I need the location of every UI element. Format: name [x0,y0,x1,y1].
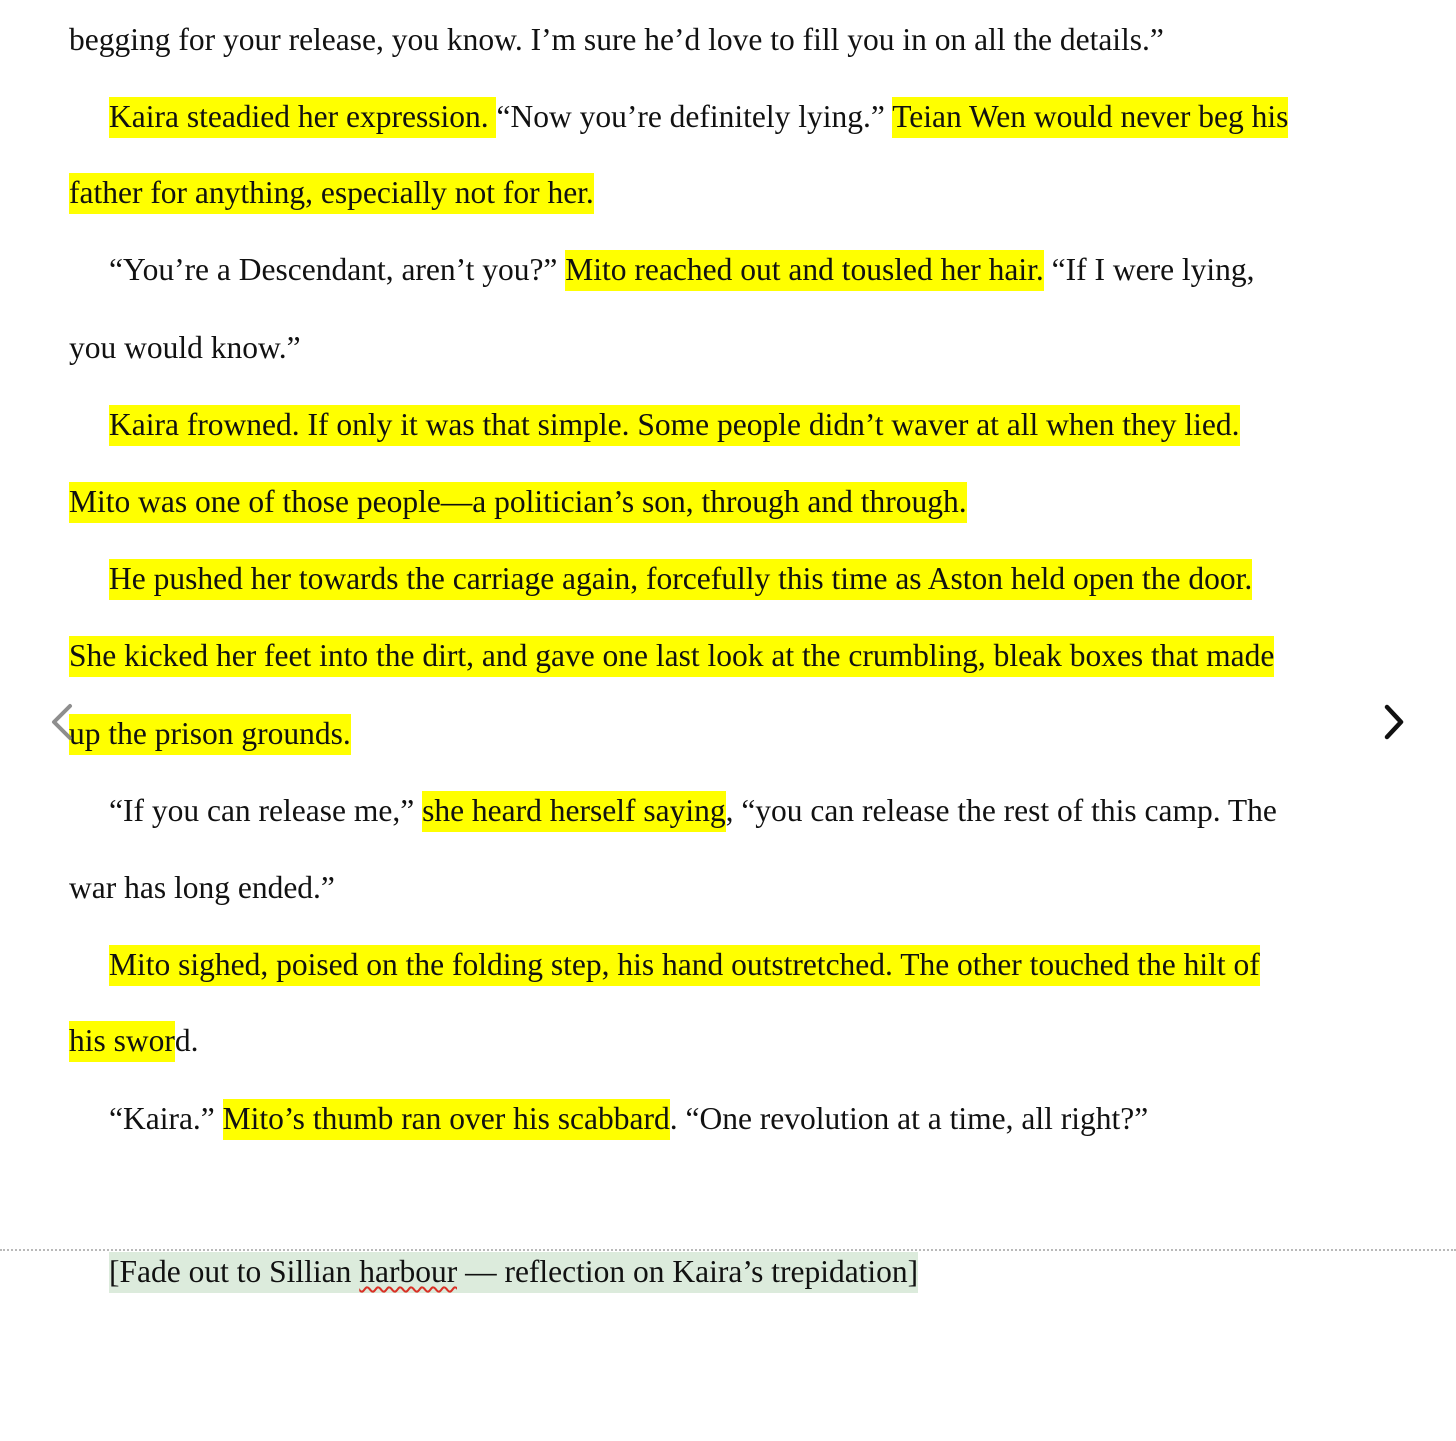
chevron-left-icon [48,702,76,742]
chevron-right-icon [1380,702,1408,742]
plain-text: “If you can release me,” [109,793,423,828]
plain-text: . “One revolution at a time, all right?” [669,1101,1149,1136]
text-line[interactable] [0,407,1456,443]
highlighted-text: He pushed her towards the carriage again, forcefully this time as Aston held open the door. [109,559,1252,600]
plain-text: “You’re a Descendant, aren’t you?” [109,252,566,287]
highlighted-text: Mito sighed, poised on the folding step, his hand outstretched. The other touched the hilt of [109,945,1260,986]
highlighted-text: father for anything, especially not for her. [69,173,594,214]
highlighted-text: Mito’s thumb ran over his scabbard [223,1099,670,1140]
highlighted-text: Kaira frowned. If only it was that simple. Some people didn’t waver at all when they lied. [109,405,1240,446]
plain-text: , “you can release the rest of this camp. The [725,793,1277,828]
text-line[interactable] [0,870,1456,906]
spellcheck-flagged-word: harbour [359,1252,457,1293]
highlighted-text: Teian Wen would never beg his [892,97,1288,138]
highlighted-text: Kaira steadied her expression. [109,97,496,138]
previous-page-button[interactable] [42,700,82,744]
editor-note-line[interactable] [0,1254,1456,1290]
text-line[interactable] [0,252,1456,288]
text-line[interactable] [0,330,1456,366]
plain-text: begging for your release, you know. I’m sure he’d love to fill you in on all the details.” [69,22,1164,57]
plain-text: d. [174,1023,199,1058]
plain-text: you would know.” [69,330,301,365]
text-line[interactable] [0,638,1456,674]
text-line[interactable] [0,561,1456,597]
highlighted-text: she heard herself saying [422,791,726,832]
page-break-divider [0,1249,1456,1251]
text-line[interactable] [0,99,1456,135]
text-line[interactable] [0,1101,1456,1137]
highlighted-text: Mito was one of those people—a politician’s son, through and through. [69,482,967,523]
text-line[interactable] [0,947,1456,983]
text-line[interactable] [0,484,1456,520]
next-page-button[interactable] [1374,700,1414,744]
text-line[interactable] [0,793,1456,829]
highlighted-text: up the prison grounds. [69,714,351,755]
highlighted-text: his swor [69,1021,175,1062]
text-line[interactable] [0,22,1456,58]
text-line[interactable] [0,716,1456,752]
note-text: [Fade out to Sillian [109,1252,359,1293]
highlighted-text: She kicked her feet into the dirt, and gave one last look at the crumbling, bleak boxes that made [69,636,1274,677]
plain-text: “Now you’re definitely lying.” [496,99,893,134]
plain-text: war has long ended.” [69,870,335,905]
text-line[interactable] [0,1023,1456,1059]
text-line[interactable] [0,175,1456,211]
highlighted-text: Mito reached out and tousled her hair. [565,250,1043,291]
plain-text: “If I were lying, [1043,252,1255,287]
plain-text: “Kaira.” [109,1101,223,1136]
note-text: — reflection on Kaira’s trepidation] [457,1252,918,1293]
